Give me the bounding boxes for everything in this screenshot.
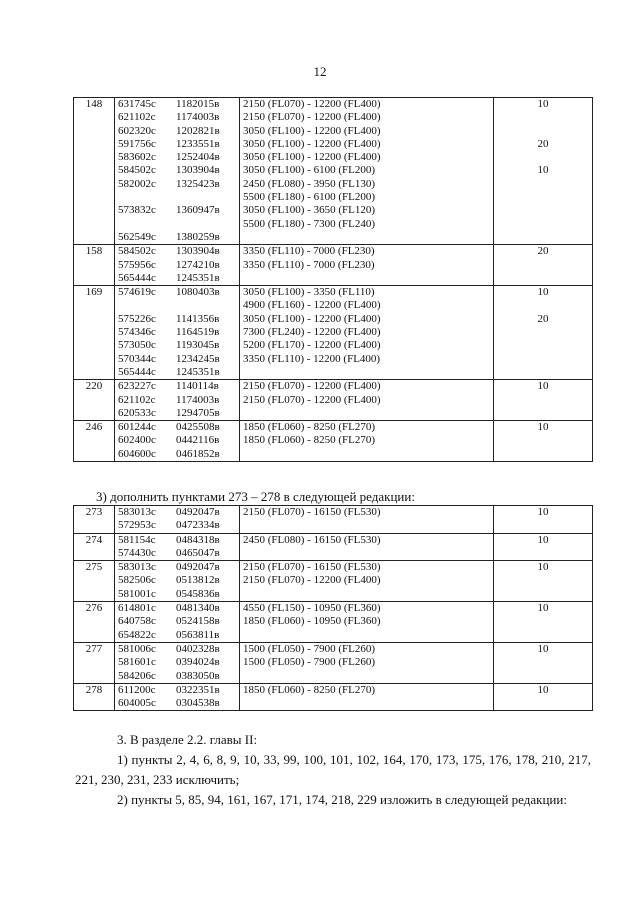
value-cell [494, 286, 593, 380]
latitude: 574619с [118, 286, 156, 299]
coordinate-line [118, 164, 236, 177]
altitude-range [243, 519, 490, 532]
value [497, 697, 589, 710]
value-cell [494, 98, 593, 245]
latitude: 575226с [118, 312, 156, 325]
altitude-range: 1500 (FL050) - 7900 (FL260) [243, 642, 375, 655]
altitude-range: 1850 (FL060) - 8250 (FL270) [243, 683, 375, 696]
altitude-range [243, 547, 490, 560]
longitude: 1141356в [176, 312, 220, 325]
longitude: 0481340в [176, 602, 220, 615]
coordinates-cell [115, 642, 240, 683]
latitude: 614801с [118, 602, 156, 615]
coordinate-line [118, 407, 236, 420]
coordinate-line [118, 629, 236, 642]
latitude: 582506с [118, 574, 156, 587]
amendment-intro: 3) дополнить пунктами 273 – 278 в следующей редакции: [96, 489, 415, 504]
coordinate-line [118, 313, 236, 326]
altitude-range [243, 272, 490, 285]
latitude: 573050с [118, 339, 156, 352]
latitude: 584206с [118, 669, 156, 682]
altitude-range: 5500 (FL180) - 6100 (FL200) [243, 191, 375, 204]
coordinate-line [118, 506, 236, 519]
latitude: 581001с [118, 587, 156, 600]
coordinate-line [118, 353, 236, 366]
coordinate-line [118, 98, 236, 111]
coordinate-line [118, 547, 236, 560]
latitude: 582002с [118, 177, 156, 190]
longitude: 1325423в [176, 177, 220, 190]
coordinate-line [118, 138, 236, 151]
altitude-range: 2150 (FL070) - 12200 (FL400) [243, 380, 381, 393]
altitude-range: 2150 (FL070) - 12200 (FL400) [243, 574, 381, 587]
table-row [74, 98, 593, 245]
latitude: 584502с [118, 245, 156, 258]
latitude: 583013с [118, 561, 156, 574]
value [497, 448, 589, 461]
paragraph-restate: 2) пункты 5, 85, 94, 161, 167, 171, 174, 218, 229 изложить в следующей редакции: [117, 792, 567, 807]
value: 20 [537, 137, 549, 150]
altitude-range-cell [240, 380, 494, 421]
altitude-range-cell [240, 506, 494, 534]
coordinate-line [118, 151, 236, 164]
latitude: 602320с [118, 124, 156, 137]
coordinate-line [118, 394, 236, 407]
longitude: 0492047в [176, 506, 220, 518]
longitude: 0394024в [176, 656, 220, 669]
altitude-range: 2150 (FL070) - 12200 (FL400) [243, 393, 381, 406]
altitude-range-cell [240, 602, 494, 643]
longitude: 0545836в [176, 587, 220, 600]
coordinate-line [118, 339, 236, 352]
latitude: 611200с [118, 683, 156, 696]
coordinate-line [118, 534, 236, 547]
page-number: 12 [313, 64, 327, 79]
coordinates-cell [115, 561, 240, 602]
coordinate-line [118, 448, 236, 461]
section-heading: 3. В разделе 2.2. главы II: [117, 732, 258, 747]
coordinate-line [118, 218, 236, 231]
latitude: 654822с [118, 628, 156, 641]
altitude-range: 3350 (FL110) - 12200 (FL400) [243, 352, 381, 365]
latitude: 575956с [118, 258, 156, 271]
longitude: 1245351в [176, 271, 220, 284]
altitude-range-cell [240, 421, 494, 462]
coordinate-line [118, 615, 236, 628]
row-number: 169 [74, 286, 115, 380]
value: 10 [537, 533, 549, 546]
longitude: 0524158в [176, 615, 220, 628]
longitude: 1140114в [176, 380, 219, 393]
value: 10 [537, 286, 549, 299]
altitude-range: 1850 (FL060) - 10950 (FL360) [243, 615, 381, 628]
coordinates-cell [115, 286, 240, 380]
altitude-range: 2450 (FL080) - 16150 (FL530) [243, 533, 381, 546]
table-row [74, 506, 593, 534]
altitude-range: 3050 (FL100) - 12200 (FL400) [243, 124, 381, 137]
coordinate-line [118, 111, 236, 124]
coordinate-line [118, 366, 236, 379]
row-number: 158 [74, 245, 115, 286]
value [497, 615, 589, 628]
altitude-range [243, 629, 490, 642]
coordinate-line [118, 380, 236, 393]
altitude-range: 3050 (FL100) - 3350 (FL110) [243, 286, 375, 299]
value-cell [494, 561, 593, 602]
value [497, 519, 589, 532]
coordinate-line [118, 434, 236, 447]
coordinate-line [118, 326, 236, 339]
altitude-range: 3050 (FL100) - 12200 (FL400) [243, 312, 381, 325]
value [497, 394, 589, 407]
value [497, 407, 589, 420]
value: 10 [537, 683, 549, 696]
altitude-range: 5500 (FL180) - 7300 (FL240) [243, 217, 375, 230]
longitude: 0461852в [176, 447, 220, 460]
value [497, 272, 589, 285]
longitude: 0484318в [176, 533, 220, 546]
value: 20 [537, 312, 549, 325]
coordinate-line [118, 125, 236, 138]
airspace-table-existing [73, 97, 593, 462]
value: 10 [537, 421, 549, 434]
coordinate-line [118, 245, 236, 258]
longitude: 1245351в [176, 365, 220, 378]
value [497, 339, 589, 352]
coordinate-line [118, 299, 236, 312]
altitude-range: 3350 (FL110) - 7000 (FL230) [243, 245, 375, 258]
latitude: 574346с [118, 326, 156, 339]
longitude: 0513812в [176, 574, 220, 587]
airspace-table-new [73, 505, 593, 711]
coordinate-line [118, 656, 236, 669]
table-row [74, 286, 593, 380]
table-row [74, 602, 593, 643]
coordinate-line [118, 602, 236, 615]
coordinates-cell [115, 380, 240, 421]
value: 10 [537, 561, 549, 574]
altitude-range [243, 697, 490, 710]
longitude: 1294705в [176, 406, 220, 419]
value [497, 366, 589, 379]
altitude-range [243, 407, 490, 420]
altitude-range: 3050 (FL100) - 12200 (FL400) [243, 151, 381, 164]
value [497, 178, 589, 191]
paragraph-exclude: 1) пункты 2, 4, 6, 8, 9, 10, 33, 99, 100, 101, 102, 164, 170, 173, 175, 176, 178, 210, 217, 221, 230, 231, 233 исключить; [75, 752, 591, 787]
latitude: 640758с [118, 615, 156, 628]
row-number: 274 [74, 533, 115, 561]
value [497, 204, 589, 217]
longitude: 1174003в [176, 393, 220, 406]
longitude: 0322351в [176, 683, 220, 696]
value [497, 125, 589, 138]
coordinates-cell [115, 421, 240, 462]
altitude-range [243, 588, 490, 601]
value-cell [494, 380, 593, 421]
row-number: 277 [74, 642, 115, 683]
altitude-range-cell [240, 98, 494, 245]
coordinates-cell [115, 602, 240, 643]
longitude: 0563811в [176, 628, 220, 641]
longitude: 1193045в [176, 339, 220, 352]
latitude: 574430с [118, 546, 156, 559]
value: 10 [537, 642, 549, 655]
coordinate-line [118, 697, 236, 710]
longitude: 0465047в [176, 546, 220, 559]
value-cell [494, 602, 593, 643]
value: 10 [537, 506, 549, 518]
latitude: 581601с [118, 656, 156, 669]
longitude: 1202821в [176, 124, 220, 137]
row-number: 220 [74, 380, 115, 421]
coordinate-line [118, 519, 236, 532]
value: 20 [537, 245, 549, 258]
value [497, 259, 589, 272]
altitude-range: 2150 (FL070) - 12200 (FL400) [243, 111, 381, 124]
value [497, 547, 589, 560]
coordinate-line [118, 231, 236, 244]
coordinate-line [118, 588, 236, 601]
latitude: 562549с [118, 230, 156, 243]
table-row [74, 533, 593, 561]
altitude-range: 3350 (FL110) - 7000 (FL230) [243, 258, 375, 271]
longitude: 1303904в [176, 164, 220, 177]
coordinate-line [118, 421, 236, 434]
coordinate-line [118, 191, 236, 204]
altitude-range: 2150 (FL070) - 16150 (FL530) [243, 506, 381, 518]
longitude: 1174003в [176, 111, 220, 124]
latitude: 604005с [118, 697, 156, 710]
coordinates-cell [115, 683, 240, 711]
altitude-range [243, 448, 490, 461]
row-number: 276 [74, 602, 115, 643]
table-row [74, 380, 593, 421]
altitude-range [243, 231, 490, 244]
latitude: 604600с [118, 447, 156, 460]
value [497, 299, 589, 312]
longitude: 1234245в [176, 352, 220, 365]
latitude: 584502с [118, 164, 156, 177]
longitude: 0425508в [176, 421, 220, 434]
latitude: 581006с [118, 642, 156, 655]
latitude: 602400с [118, 434, 156, 447]
longitude: 0402328в [176, 642, 220, 655]
value [497, 353, 589, 366]
value: 10 [537, 602, 549, 615]
value-cell [494, 683, 593, 711]
value [497, 191, 589, 204]
row-number: 275 [74, 561, 115, 602]
longitude: 0304538в [176, 697, 220, 710]
row-number: 273 [74, 506, 115, 534]
value [497, 111, 589, 124]
table-row [74, 683, 593, 711]
coordinate-line [118, 574, 236, 587]
longitude: 1080403в [176, 286, 220, 299]
table-row [74, 245, 593, 286]
coordinate-line [118, 286, 236, 299]
value [497, 326, 589, 339]
altitude-range [243, 670, 490, 683]
latitude: 573832с [118, 204, 156, 217]
coordinate-line [118, 272, 236, 285]
value: 10 [537, 98, 549, 110]
row-number: 278 [74, 683, 115, 711]
latitude: 581154с [118, 533, 156, 546]
coordinates-cell [115, 506, 240, 534]
latitude: 631745с [118, 98, 156, 110]
coordinate-line [118, 670, 236, 683]
longitude: 1303904в [176, 245, 220, 258]
altitude-range: 5200 (FL170) - 12200 (FL400) [243, 339, 381, 352]
altitude-range: 3050 (FL100) - 12200 (FL400) [243, 137, 381, 150]
row-number: 246 [74, 421, 115, 462]
value-cell [494, 421, 593, 462]
altitude-range-cell [240, 642, 494, 683]
altitude-range-cell [240, 245, 494, 286]
longitude: 0383050в [176, 669, 220, 682]
value [497, 629, 589, 642]
longitude: 0442116в [176, 434, 220, 447]
altitude-range: 4550 (FL150) - 10950 (FL360) [243, 602, 381, 615]
latitude: 623227с [118, 380, 156, 393]
coordinate-line [118, 204, 236, 217]
altitude-range-cell [240, 683, 494, 711]
latitude: 565444с [118, 271, 156, 284]
longitude: 1274210в [176, 258, 220, 271]
coordinate-line [118, 684, 236, 697]
value-cell [494, 533, 593, 561]
latitude: 570344с [118, 352, 156, 365]
latitude: 583602с [118, 151, 156, 164]
altitude-range-cell [240, 533, 494, 561]
altitude-range: 3050 (FL100) - 3650 (FL120) [243, 204, 375, 217]
value [497, 574, 589, 587]
altitude-range: 7300 (FL240) - 12200 (FL400) [243, 326, 381, 339]
latitude: 565444с [118, 365, 156, 378]
value [497, 656, 589, 669]
longitude: 0472334в [176, 519, 220, 532]
latitude: 572953с [118, 519, 156, 532]
value [497, 151, 589, 164]
longitude: 1233551в [176, 137, 220, 150]
altitude-range-cell [240, 561, 494, 602]
latitude: 621102с [118, 393, 156, 406]
value [497, 231, 589, 244]
value [497, 588, 589, 601]
longitude: 1360947в [176, 204, 220, 217]
longitude: 1380259в [176, 230, 220, 243]
altitude-range: 1850 (FL060) - 8250 (FL270) [243, 421, 375, 434]
coordinate-line [118, 561, 236, 574]
longitude: 1164519в [176, 326, 220, 339]
altitude-range-cell [240, 286, 494, 380]
value [497, 434, 589, 447]
coordinate-line [118, 259, 236, 272]
altitude-range: 2150 (FL070) - 12200 (FL400) [243, 98, 381, 110]
row-number: 148 [74, 98, 115, 245]
coordinates-cell [115, 533, 240, 561]
value: 10 [537, 164, 549, 177]
longitude: 1182015в [176, 98, 220, 110]
value [497, 218, 589, 231]
latitude: 621102с [118, 111, 156, 124]
altitude-range: 4900 (FL160) - 12200 (FL400) [243, 299, 381, 312]
coordinates-cell [115, 245, 240, 286]
longitude: 0492047в [176, 561, 220, 574]
value-cell [494, 642, 593, 683]
altitude-range: 3050 (FL100) - 6100 (FL200) [243, 164, 375, 177]
coordinate-line [118, 178, 236, 191]
latitude: 601244с [118, 421, 156, 434]
altitude-range: 2450 (FL080) - 3950 (FL130) [243, 177, 375, 190]
table-row [74, 421, 593, 462]
latitude: 591756с [118, 137, 156, 150]
coordinate-line [118, 643, 236, 656]
latitude: 620533с [118, 406, 156, 419]
value-cell [494, 245, 593, 286]
altitude-range [243, 366, 490, 379]
latitude: 583013с [118, 506, 156, 518]
table-row [74, 561, 593, 602]
altitude-range: 1850 (FL060) - 8250 (FL270) [243, 434, 375, 447]
table-row [74, 642, 593, 683]
coordinates-cell [115, 98, 240, 245]
value [497, 670, 589, 683]
value-cell [494, 506, 593, 534]
altitude-range: 2150 (FL070) - 16150 (FL530) [243, 561, 381, 574]
altitude-range: 1500 (FL050) - 7900 (FL260) [243, 656, 375, 669]
longitude: 1252404в [176, 151, 220, 164]
value: 10 [537, 380, 549, 393]
